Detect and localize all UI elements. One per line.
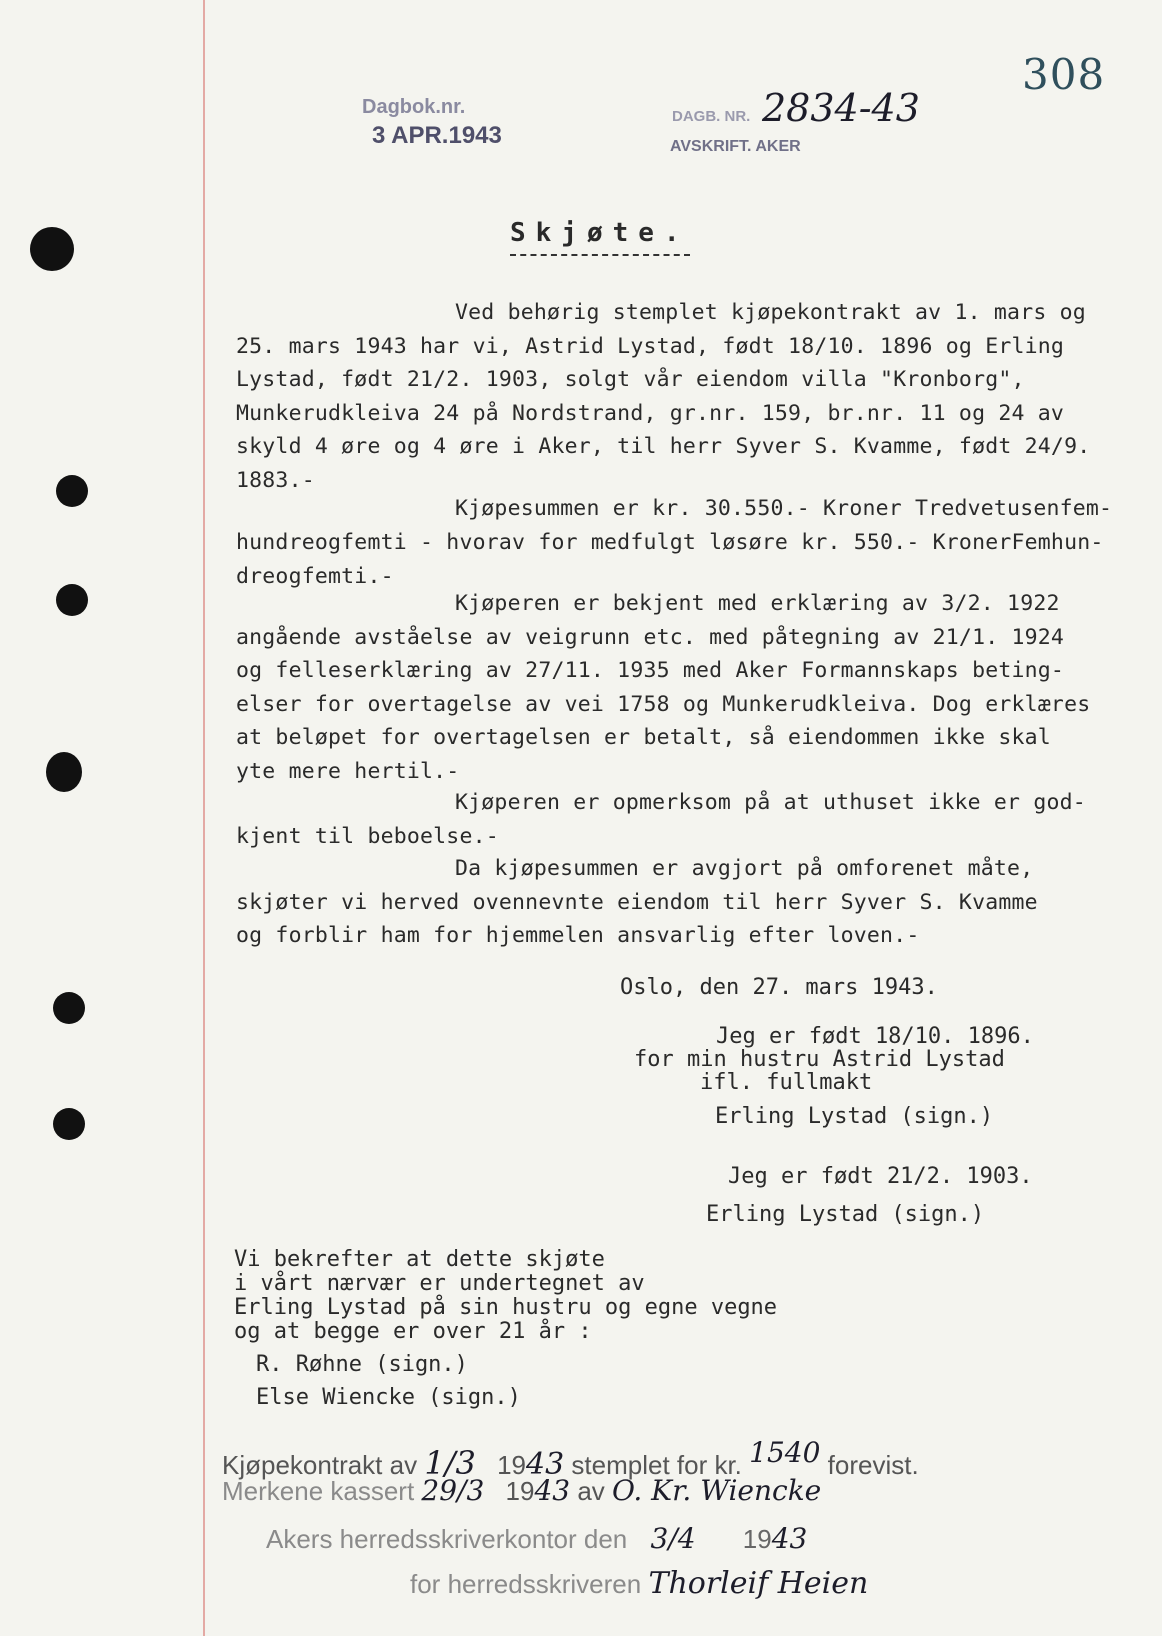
document-title: Skjøte. xyxy=(510,218,690,248)
body-line: og felleserklæring av 27/11. 1935 med Aker Formannskaps beting- xyxy=(236,658,1065,683)
body-line: kjent til beboelse.- xyxy=(236,824,499,849)
punch-hole xyxy=(53,1108,85,1140)
registry-year-prefix: 19 xyxy=(742,1524,772,1554)
witness-statement-line: Vi bekrefter at dette skjøte xyxy=(234,1247,605,1272)
handwritten-signature: O. Kr. Wiencke xyxy=(612,1474,822,1507)
body-line: Da kjøpesummen er avgjort på omforenet måte, xyxy=(455,856,1034,881)
dagb-stamp-label: DAGB. NR. xyxy=(672,108,751,125)
handwritten-signature: Thorleif Heien xyxy=(648,1566,869,1601)
witness-statement-line: i vårt nærvær er undertegnet av xyxy=(234,1271,645,1296)
body-line: Lystad, født 21/2. 1903, solgt vår eiendom villa "Kronborg", xyxy=(236,367,1025,392)
handwritten-date: 29/3 xyxy=(421,1474,485,1507)
registry-line-clerk xyxy=(410,1566,868,1601)
body-line: og forblir ham for hjemmelen ansvarlig efter loven.- xyxy=(236,923,920,948)
avskrift-stamp-label: AVSKRIFT. AKER xyxy=(670,138,801,155)
handwritten-amount: 1540 xyxy=(749,1436,821,1469)
body-line: at beløpet for overtagelsen er betalt, så eiendommen ikke skal xyxy=(236,725,1051,750)
signature-line: ifl. fullmakt xyxy=(700,1070,873,1095)
body-line: Kjøperen er opmerksom på at uthuset ikke er god- xyxy=(455,790,1086,815)
body-line: 25. mars 1943 har vi, Astrid Lystad, født 18/10. 1896 og Erling xyxy=(236,334,1065,359)
registry-line-cancelled xyxy=(222,1474,821,1507)
signature-line: for min hustru Astrid Lystad xyxy=(634,1047,1005,1072)
body-line: skyld 4 øre og 4 øre i Aker, til herr Syver S. Kvamme, født 24/9. xyxy=(236,434,1091,459)
body-line: Ved behørig stemplet kjøpekontrakt av 1. mars og xyxy=(455,300,1086,325)
registry-text: for herredsskriveren xyxy=(410,1569,642,1599)
handwritten-dagbok-number: 2834-43 xyxy=(762,86,920,130)
registry-text: Kjøpekontrakt av xyxy=(222,1450,418,1480)
witness-signature: Else Wiencke (sign.) xyxy=(256,1385,521,1410)
punch-hole xyxy=(30,227,74,271)
signature-line: Erling Lystad (sign.) xyxy=(706,1202,985,1227)
body-line: dreogfemti.- xyxy=(236,564,394,589)
handwritten-date: 3/4 xyxy=(650,1522,696,1555)
signature-line: Jeg er født 18/10. 1896. xyxy=(716,1024,1034,1049)
margin-line xyxy=(203,0,205,1636)
handwritten-year: 43 xyxy=(525,1447,565,1482)
handwritten-date: 1/3 xyxy=(424,1444,476,1482)
punch-hole xyxy=(56,584,88,616)
registry-year-prefix: 19 xyxy=(497,1450,526,1480)
punch-hole xyxy=(56,475,88,507)
witness-signature: R. Røhne (sign.) xyxy=(256,1352,468,1377)
witness-statement-line: og at begge er over 21 år : xyxy=(234,1319,592,1344)
body-line: Kjøpesummen er kr. 30.550.- Kroner Tredvetusenfem- xyxy=(455,496,1113,521)
registry-year-prefix: 19 xyxy=(505,1476,535,1506)
signature-line: Jeg er født 21/2. 1903. xyxy=(728,1164,1033,1189)
page-number: 308 xyxy=(1022,50,1106,99)
title-underline xyxy=(510,254,690,256)
punch-hole xyxy=(46,752,82,792)
body-line: skjøter vi herved ovennevnte eiendom til herr Syver S. Kvamme xyxy=(236,890,1038,915)
body-line: yte mere hertil.- xyxy=(236,759,460,784)
handwritten-year: 43 xyxy=(771,1522,808,1555)
witness-statement-line: Erling Lystad på sin hustru og egne vegne xyxy=(234,1295,778,1320)
registry-text: stemplet for kr. xyxy=(571,1450,742,1480)
handwritten-year: 43 xyxy=(534,1474,571,1507)
body-line: 1883.- xyxy=(236,468,315,493)
dagbok-stamp-label: Dagbok.nr. xyxy=(362,96,466,118)
registry-line-office xyxy=(266,1522,807,1555)
place-date: Oslo, den 27. mars 1943. xyxy=(620,975,938,1000)
signature-line: Erling Lystad (sign.) xyxy=(715,1104,994,1129)
body-line: Kjøperen er bekjent med erklæring av 3/2. 1922 xyxy=(455,591,1060,616)
body-line: elser for overtagelse av vei 1758 og Munkerudkleiva. Dog erklæres xyxy=(236,692,1091,717)
registry-text: Merkene kassert xyxy=(222,1476,415,1506)
body-line: Munkerudkleiva 24 på Nordstrand, gr.nr. 159, br.nr. 11 og 24 av xyxy=(236,401,1065,426)
body-line: hundreogfemti - hvorav for medfulgt løsøre kr. 550.- KronerFemhun- xyxy=(236,530,1104,555)
body-line: angående avståelse av veigrunn etc. med påtegning av 21/1. 1924 xyxy=(236,625,1065,650)
punch-hole xyxy=(53,992,85,1024)
registry-text: forevist. xyxy=(827,1450,919,1480)
registry-text: av xyxy=(577,1476,605,1506)
registry-text: Akers herredsskriverkontor den xyxy=(266,1524,628,1554)
stamp-date: 3 APR.1943 xyxy=(372,122,502,149)
